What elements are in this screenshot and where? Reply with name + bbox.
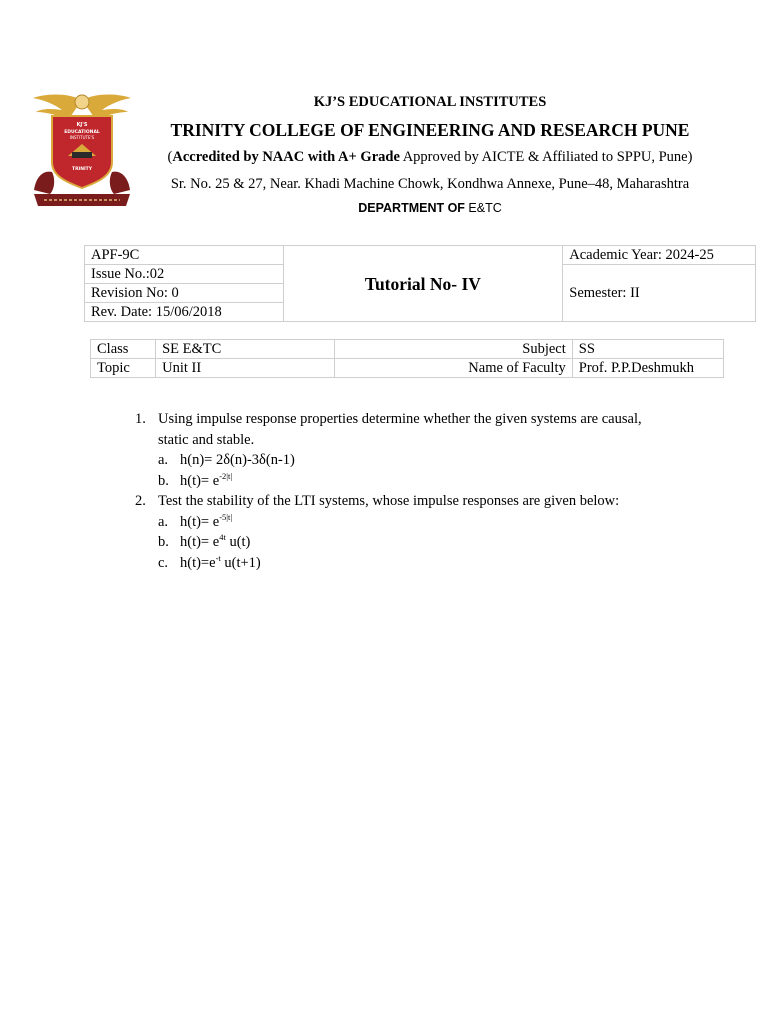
issue-number: Issue No.:02 xyxy=(85,265,284,284)
exponent: -2|t| xyxy=(219,470,233,481)
sub-question-letter: b. xyxy=(158,472,169,489)
svg-text:EDUCATIONAL: EDUCATIONAL xyxy=(64,130,100,135)
subject-value: SS xyxy=(572,340,723,359)
sub-question-expression: h(n)= 2δ(n)-3δ(n-1) xyxy=(180,452,295,468)
revision-date: Rev. Date: 15/06/2018 xyxy=(85,303,284,322)
sub-question-letter: b. xyxy=(158,534,169,550)
question-list xyxy=(130,409,670,573)
sub-question xyxy=(158,553,670,574)
exponent: -5|t| xyxy=(219,511,233,522)
sub-question xyxy=(158,532,670,553)
kjs-trinity-crest-icon xyxy=(30,90,134,210)
affiliation-text: Approved by AICTE & Affiliated to SPPU, Pune) xyxy=(399,149,693,165)
sub-question xyxy=(158,450,670,471)
semester: Semester: II xyxy=(563,265,756,322)
sub-question-expression: h(t)= e xyxy=(180,534,220,550)
topic-label: Topic xyxy=(91,359,156,378)
faculty-label: Name of Faculty xyxy=(335,359,572,378)
table-row xyxy=(91,359,724,378)
accreditation-line xyxy=(140,149,720,166)
college-address: Sr. No. 25 & 27, Near. Khadi Machine Chowk, Kondhwa Annexe, Pune–48, Maharashtra xyxy=(170,176,690,192)
exponent: 4t xyxy=(219,532,226,542)
sub-question-expression: h(t)=e xyxy=(180,554,216,571)
sub-question-suffix: u(t+1) xyxy=(220,554,261,571)
class-label: Class xyxy=(91,340,156,359)
table-row xyxy=(91,340,724,359)
department-name: E&TC xyxy=(464,201,502,215)
class-value: SE E&TC xyxy=(156,340,335,359)
course-info-table xyxy=(90,339,724,378)
sub-question-suffix: u(t) xyxy=(225,534,251,550)
question-number: 1. xyxy=(135,411,146,427)
document-info-table xyxy=(84,245,756,322)
topic-value: Unit II xyxy=(156,359,335,378)
revision-number: Revision No: 0 xyxy=(85,284,284,303)
accreditation-paren: ( xyxy=(167,149,173,165)
sub-question xyxy=(158,471,670,492)
question-item xyxy=(130,491,670,573)
question-item xyxy=(130,409,670,491)
college-logo xyxy=(30,90,134,210)
department-label: DEPARTMENT OF xyxy=(358,201,465,215)
sub-question-expression: h(t)= e xyxy=(180,513,220,530)
subject-label: Subject xyxy=(335,340,572,359)
tutorial-title: Tutorial No- IV xyxy=(283,246,563,322)
sub-question-expression: h(t)= e xyxy=(180,472,220,489)
svg-text:TRINITY: TRINITY xyxy=(72,167,92,172)
doc-code: APF-9C xyxy=(85,246,284,265)
svg-text:INSTITUTE'S: INSTITUTE'S xyxy=(69,135,95,140)
sub-question-letter: c. xyxy=(158,554,169,571)
question-number: 2. xyxy=(135,493,146,509)
question-text: Test the stability of the LTI systems, whose impulse responses are given below: xyxy=(158,493,620,509)
svg-text:KJ'S: KJ'S xyxy=(76,122,88,128)
sub-question xyxy=(158,512,670,533)
institute-name: KJ’S EDUCATIONAL INSTITUTES xyxy=(313,94,547,110)
accreditation-grade: Accredited by NAAC with A+ Grade xyxy=(172,149,400,165)
question-text: Using impulse response properties determine whether the given systems are causal, static and stable. xyxy=(158,411,642,448)
exponent: -t xyxy=(215,552,221,563)
department-line xyxy=(140,201,720,215)
faculty-value: Prof. P.P.Deshmukh xyxy=(572,359,723,378)
academic-year: Academic Year: 2024-25 xyxy=(563,246,756,265)
college-name: TRINITY COLLEGE OF ENGINEERING AND RESEARCH PUNE xyxy=(170,120,690,140)
sub-question-letter: a. xyxy=(158,452,169,468)
sub-question-letter: a. xyxy=(158,513,169,530)
